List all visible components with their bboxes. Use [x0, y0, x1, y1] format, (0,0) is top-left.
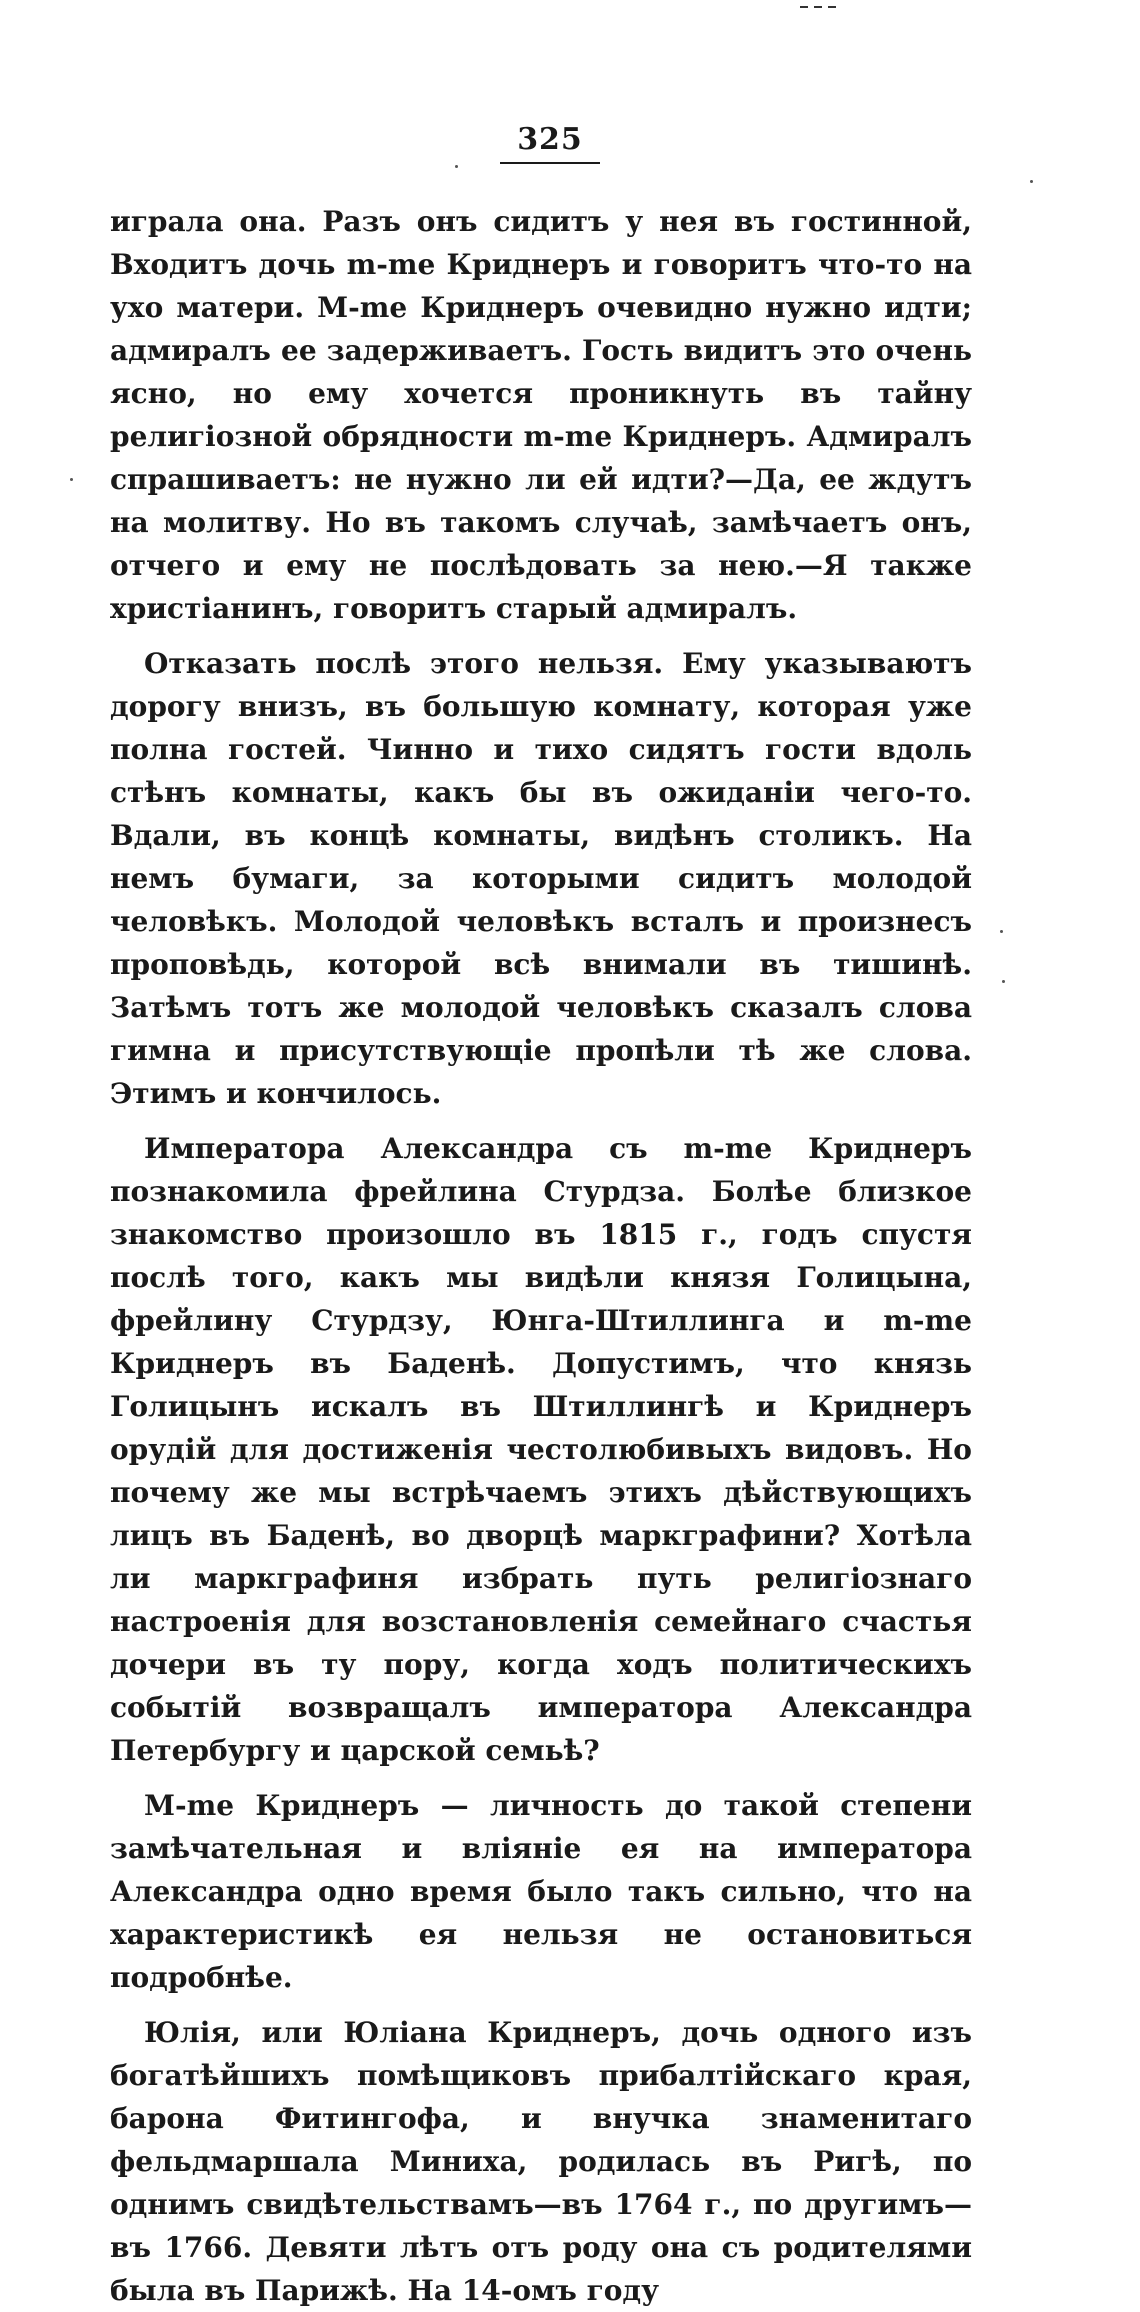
scan-speck	[1030, 180, 1033, 183]
body-text	[110, 200, 972, 2312]
paragraph-5: Юлія, или Юліана Криднеръ, дочь одного изъ богатѣйшихъ помѣщиковъ прибалтійскаго края, барона Фитингофа, и внучка знаменитаго фельдмаршала Миниха, родилась въ Ригѣ, по однимъ свидѣтельствамъ—въ 1764 г., по другимъ—въ 1766. Девяти лѣтъ отъ роду она съ родителями была въ Парижѣ. На 14-омъ году	[110, 2016, 972, 2307]
scan-speck	[70, 478, 73, 481]
page-number: 325	[517, 122, 583, 157]
scan-speck	[1002, 980, 1005, 983]
page-number-rule	[500, 162, 600, 164]
paragraph-4: M-me Криднеръ — личность до такой степени замѣчательная и вліяніе ея на императора Александра одно время было такъ сильно, что на характеристикѣ ея нельзя не остановиться подробнѣе.	[110, 1789, 972, 1994]
scan-speck	[455, 165, 458, 168]
paragraph-3: Императора Александра съ m-me Криднеръ познакомила фрейлина Стурдза. Болѣе близкое знакомство произошло въ 1815 г., годъ спустя послѣ того, какъ мы видѣли князя Голицына, фрейлину Стурдзу, Юнга-Штиллинга и m-me Криднеръ въ Баденѣ. Допустимъ, что князь Голицынъ искалъ въ Штиллингѣ и Криднеръ орудій для достиженія честолюбивыхъ видовъ. Но почему же мы встрѣчаемъ этихъ дѣйствующихъ лицъ въ Баденѣ, во дворцѣ маркграфини? Хотѣла ли маркграфиня избрать путь религіознаго настроенія для возстановленія семейнаго счастья дочери въ ту пору, когда ходъ политическихъ событій возвращалъ императора Александра Петербургу и царской семьѣ?	[110, 1132, 972, 1767]
scan-mark	[800, 0, 860, 8]
scan-speck	[1000, 930, 1003, 933]
paragraph-2: Отказать послѣ этого нельзя. Ему указываютъ дорогу внизъ, въ большую комнату, которая уже полна гостей. Чинно и тихо сидятъ гости вдоль стѣнъ комнаты, какъ бы въ ожиданіи чего-то. Вдали, въ концѣ комнаты, видѣнъ столикъ. На немъ бумаги, за которыми сидитъ молодой человѣкъ. Молодой человѣкъ всталъ и произнесъ проповѣдь, которой всѣ внимали въ тишинѣ. Затѣмъ тотъ же молодой человѣкъ сказалъ слова гимна и присутствующіе пропѣли тѣ же слова. Этимъ и кончилось.	[110, 647, 972, 1110]
paragraph-1: играла она. Разъ онъ сидитъ у нея въ гостинной, Входитъ дочь m-me Криднеръ и говоритъ что-то на ухо матери. M-me Криднеръ очевидно нужно идти; адмиралъ ее задерживаетъ. Гость видитъ это очень ясно, но ему хочется проникнуть въ тайну религіозной обрядности m-me Криднеръ. Адмиралъ спрашиваетъ: не нужно ли ей идти?—Да, ее ждутъ на молитву. Но въ такомъ случаѣ, замѣчаетъ онъ, отчего и ему не послѣдовать за нею.—Я также христіанинъ, говоритъ старый адмиралъ.	[110, 205, 972, 625]
